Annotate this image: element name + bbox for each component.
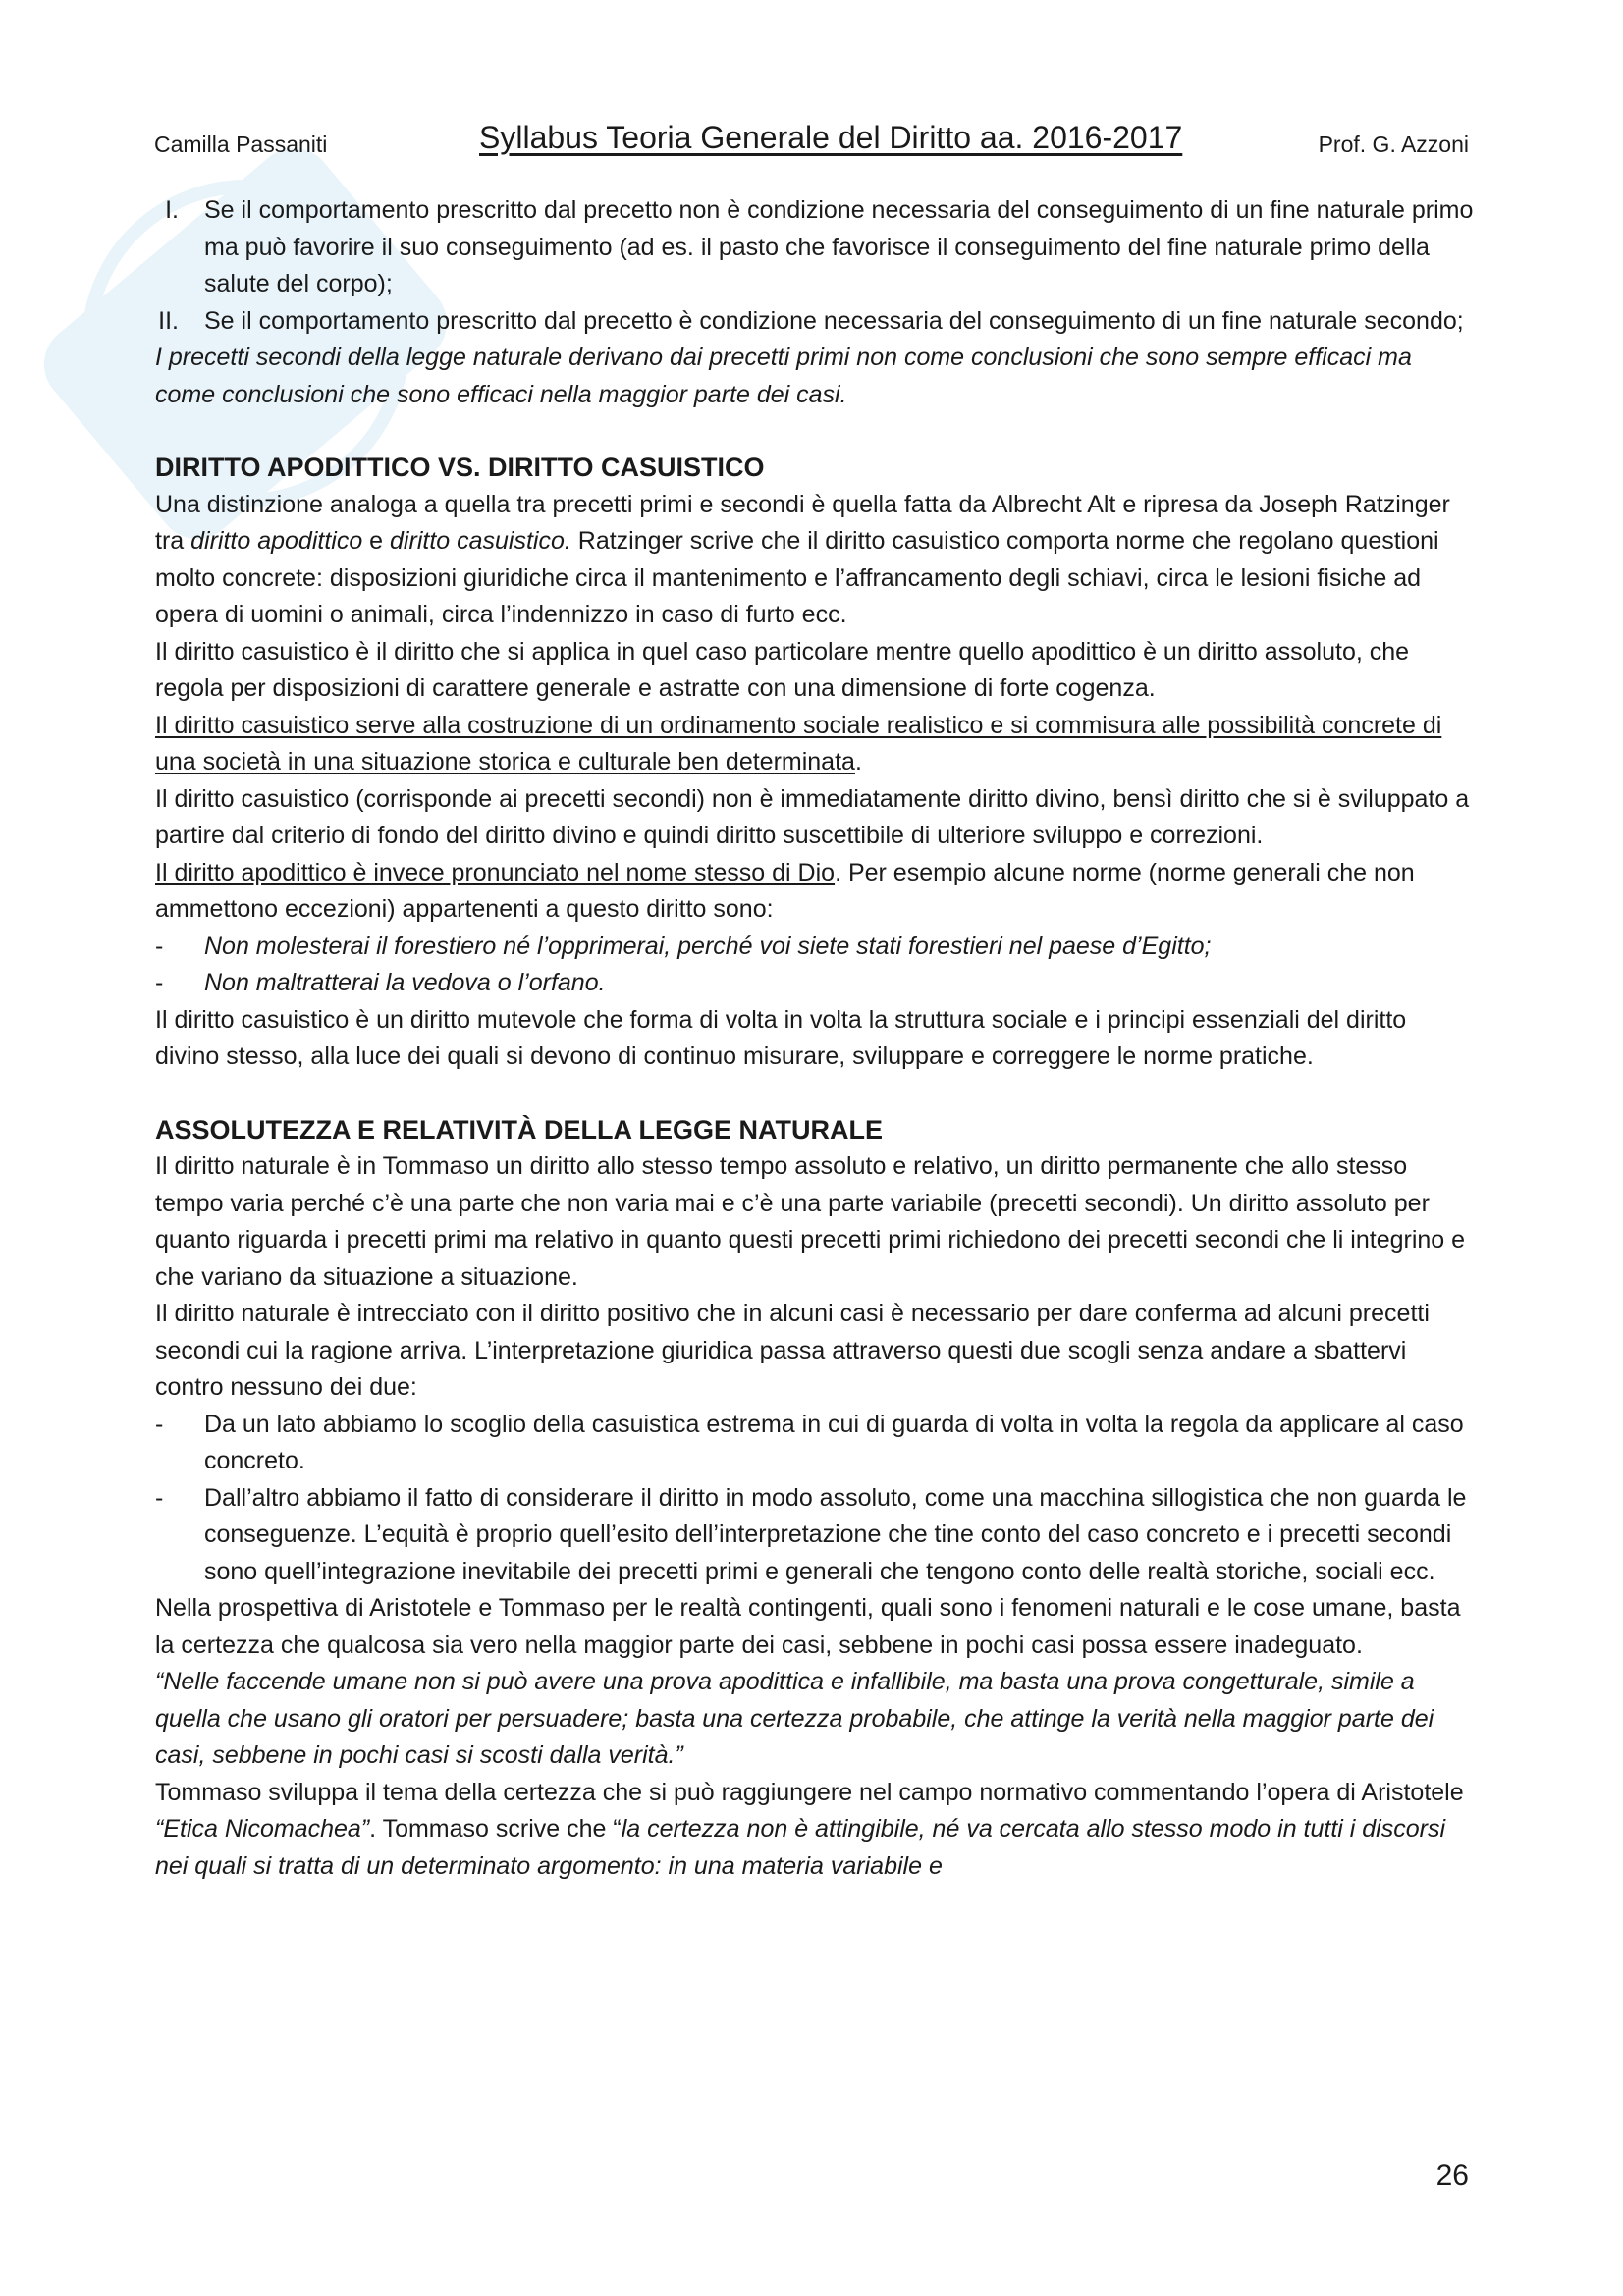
page-body: [155, 192, 1476, 1885]
list-item: - Dall’altro abbiamo il fatto di considerare il diritto in modo assoluto, come una macchina sillogistica che non guarda le conseguenze. L’equità è proprio quell’esito dell’interpretazione che tine conto del caso concreto e i precetti secondi sono quell’integrazione inevitabile dei precetti primi e generali che tengono conto delle realtà storiche, sociali ecc.: [155, 1483, 1467, 1585]
paragraph: Il diritto casuistico è un diritto mutevole che forma di volta in volta la struttura sociale e i principi essenziali del diritto divino stesso, alla luce dei quali si devono di continuo misurare, sviluppare e correggere le norme pratiche.: [155, 1005, 1407, 1070]
header-author: Camilla Passaniti: [154, 132, 328, 157]
page-number: 26: [1435, 2160, 1469, 2192]
italic-note: I precetti secondi della legge naturale derivano dai precetti primi non come conclusioni che sono sempre efficaci ma come conclusioni che sono efficaci nella maggior parte dei casi.: [155, 344, 1412, 408]
paragraph: Tommaso sviluppa il tema della certezza che si può raggiungere nel campo normativo commentando l’opera di Aristotele “Etica Nicomachea”. Tommaso scrive che “la certezza non è attingibile, né va cercata allo stesso modo in tutti i discorsi nei quali si tratta di un determinato argomento: in una materia variabile e: [155, 1778, 1464, 1880]
section-heading: ASSOLUTEZZA E RELATIVITÀ DELLA LEGGE NATURALE: [155, 1114, 883, 1145]
quote: “Nelle faccende umane non si può avere una prova apodittica e infallibile, ma basta una prova congetturale, simile a quella che usano gli oratori per persuadere; basta una certezza probabile, che attinge la verità nella maggior parte dei casi, sebbene in pochi casi si scosti dalla verità.”: [155, 1668, 1434, 1769]
list-item: - Non molesterai il forestiero né l’opprimerai, perché voi siete stati forestieri nel paese d’Egitto;: [155, 932, 1212, 960]
list-item: - Non maltratterai la vedova o l’orfano.: [155, 969, 606, 996]
paragraph: Il diritto apodittico è invece pronunciato nel nome stesso di Dio. Per esempio alcune norme (norme generali che non ammettono eccezioni) appartenenti a questo diritto sono:: [155, 858, 1415, 923]
header-professor: Prof. G. Azzoni: [1318, 132, 1469, 157]
section-heading: DIRITTO APODITTICO VS. DIRITTO CASUISTICO: [155, 453, 765, 482]
header-title: Syllabus Teoria Generale del Diritto aa. 2016-2017: [479, 120, 1183, 155]
paragraph: Il diritto naturale è intrecciato con il diritto positivo che in alcuni casi è necessario per dare conferma ad alcuni precetti secondi cui la ragione arriva. L’interpretazione giuridica passa attraverso questi due scogli senza andare a sbattervi contro nessuno dei due:: [155, 1300, 1430, 1401]
paragraph: Il diritto naturale è in Tommaso un diritto allo stesso tempo assoluto e relativo, un diritto permanente che allo stesso tempo varia perché c’è una parte che non varia mai e c’è una parte variabile (precetti secondi). Un diritto assoluto per quanto riguarda i precetti primi ma relativo in quanto questi precetti primi richiedono dei precetti secondi che li integrino e che variano da situazione a situazione.: [155, 1152, 1466, 1291]
paragraph: Nella prospettiva di Aristotele e Tommaso per le realtà contingenti, quali sono i fenomeni naturali e le cose umane, basta la certezza che qualcosa sia vero nella maggior parte dei casi, sebbene in pochi casi possa essere inadeguato.: [155, 1594, 1461, 1659]
paragraph: Una distinzione analoga a quella tra precetti primi e secondi è quella fatta da Albrecht Alt e ripresa da Joseph Ratzinger tra diritto apodittico e diritto casuistico. Ratzinger scrive che il diritto casuistico comporta norme che regolano questioni molto concrete: disposizioni giuridiche circa il mantenimento e l’affrancamento degli schiavi, circa le lesioni fisiche ad opera di uomini o animali, circa l’indennizzo in caso di furto ecc.: [155, 490, 1450, 628]
list-item: - Da un lato abbiamo lo scoglio della casuistica estrema in cui di guarda di volta in volta la regola da applicare al caso concreto.: [155, 1410, 1464, 1474]
list-item: I. Se il comportamento prescritto dal precetto non è condizione necessaria del conseguimento di un fine naturale primo ma può favorire il suo conseguimento (ad es. il pasto che favorisce il conseguimento del fine naturale primo della salute del corpo);: [165, 196, 1474, 297]
paragraph: Il diritto casuistico è il diritto che si applica in quel caso particolare mentre quello apodittico è un diritto assoluto, che regola per disposizioni di carattere generale e astratte con una dimensione di forte cogenza.: [155, 637, 1410, 702]
list-item: II. Se il comportamento prescritto dal precetto è condizione necessaria del conseguimento di un fine naturale secondo;: [158, 306, 1464, 335]
paragraph: Il diritto casuistico (corrisponde ai precetti secondi) non è immediatamente diritto divino, bensì diritto che si è sviluppato a partire dal criterio di fondo del diritto divino e quindi diritto suscettibile di ulteriore sviluppo e correzioni.: [155, 784, 1470, 849]
paragraph: Il diritto casuistico serve alla costruzione di un ordinamento sociale realistico e si commisura alle possibilità concrete di una società in una situazione storica e culturale ben determinata.: [155, 711, 1442, 775]
